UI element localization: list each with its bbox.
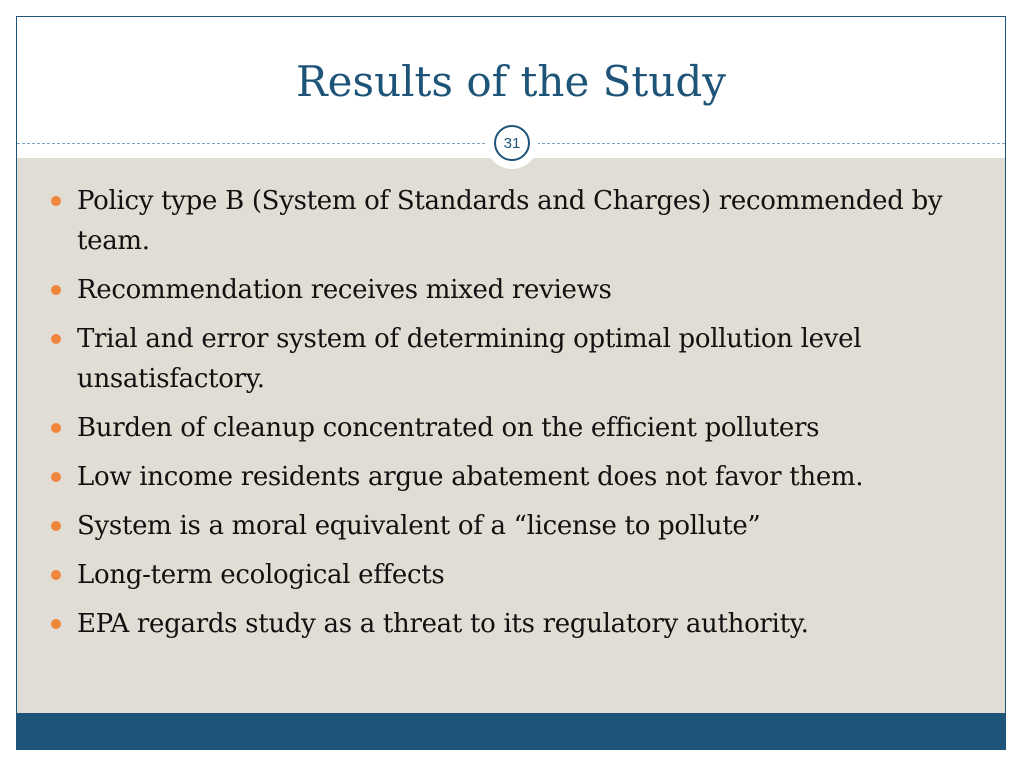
page-number-badge — [486, 117, 538, 169]
bullet-text: Policy type B (System of Standards and Charges) recommended by team. — [77, 186, 943, 256]
page-number: 31 — [494, 125, 530, 161]
bullet-list — [51, 181, 971, 653]
bullet-text: System is a moral equivalent of a “license to pollute” — [77, 511, 761, 541]
bullet-item — [51, 604, 971, 644]
slide-title: Results of the Study — [296, 57, 726, 106]
bullet-item — [51, 181, 971, 261]
orange-dot-icon — [51, 196, 61, 206]
bullet-text: Long-term ecological effects — [77, 560, 445, 590]
bullet-item — [51, 506, 971, 546]
bullet-text: EPA regards study as a threat to its regulatory authority. — [77, 609, 809, 639]
orange-dot-icon — [51, 423, 61, 433]
orange-dot-icon — [51, 285, 61, 295]
bullet-item — [51, 555, 971, 595]
orange-dot-icon — [51, 521, 61, 531]
orange-dot-icon — [51, 570, 61, 580]
orange-dot-icon — [51, 619, 61, 629]
bullet-text: Burden of cleanup concentrated on the efficient polluters — [77, 413, 820, 443]
orange-dot-icon — [51, 334, 61, 344]
bullet-text: Trial and error system of determining optimal pollution level unsatisfactory. — [77, 324, 862, 394]
bullet-item — [51, 408, 971, 448]
bullet-text: Recommendation receives mixed reviews — [77, 275, 612, 305]
bullet-item — [51, 457, 971, 497]
orange-dot-icon — [51, 472, 61, 482]
bullet-item — [51, 319, 971, 399]
footer-bar — [17, 713, 1005, 749]
bullet-item — [51, 270, 971, 310]
bullet-text: Low income residents argue abatement does not favor them. — [77, 462, 864, 492]
slide — [16, 16, 1006, 750]
